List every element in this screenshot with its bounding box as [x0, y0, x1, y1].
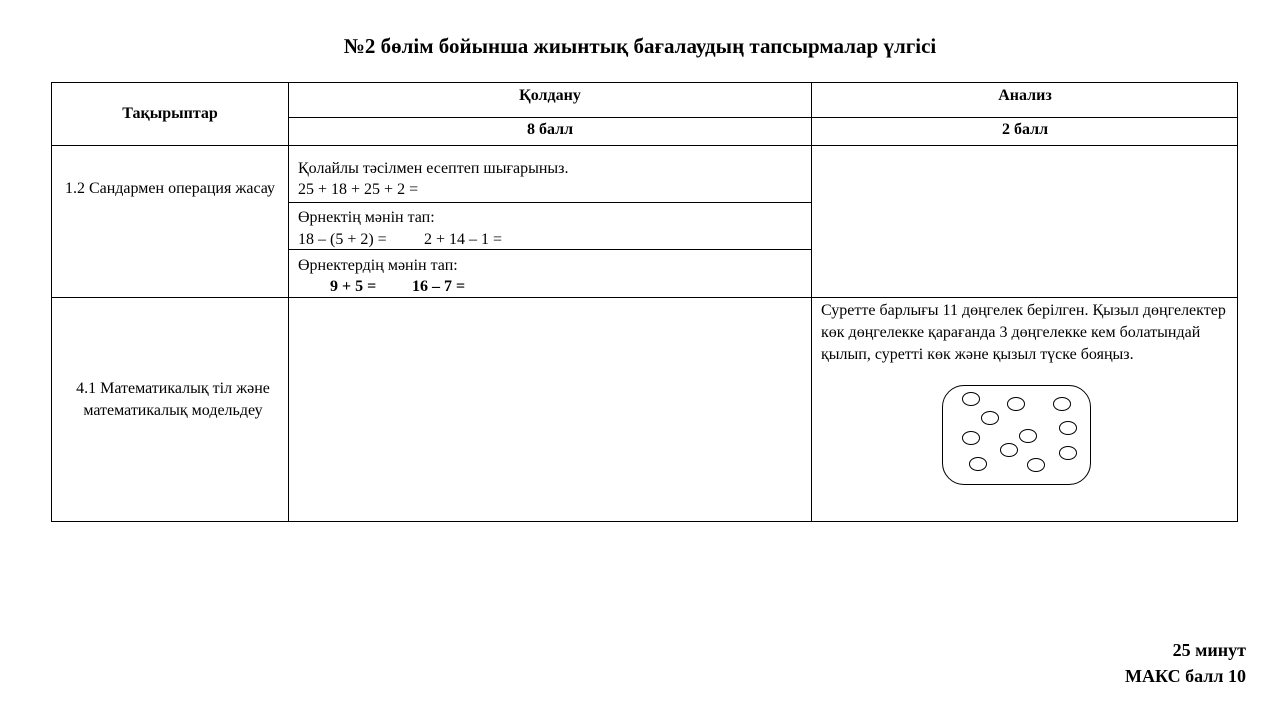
- task3-expression-b: 16 – 7 =: [412, 278, 466, 295]
- circle: [1053, 397, 1071, 411]
- task2-expression-b: 2 + 14 – 1 =: [424, 231, 503, 248]
- task2-expression-a: 18 – (5 + 2) =: [298, 231, 387, 248]
- task1-text: Қолайлы тәсілмен есептеп шығарыныз.: [298, 160, 569, 177]
- header-analysis: Анализ: [998, 87, 1052, 104]
- header-apply: Қолдану: [519, 87, 581, 104]
- row-divider-row1: [52, 297, 1238, 298]
- circle: [981, 411, 999, 425]
- header-apply-points: 8 балл: [526, 121, 574, 138]
- page-title: №2 бөлім бойынша жиынтық бағалаудың тапсырмалар үлгісі: [343, 34, 937, 58]
- col-divider-apply: [811, 83, 812, 521]
- header-topics: Тақырыптар: [122, 105, 218, 122]
- circles-picture: [942, 385, 1091, 485]
- row2-topic: 4.1 Математикалық тіл және математикалық модельдеу: [76, 380, 270, 419]
- circle: [962, 431, 980, 445]
- circle: [969, 457, 987, 471]
- task2-text: Өрнектің мәнін тап:: [298, 209, 435, 226]
- circle: [1000, 443, 1018, 457]
- row-divider-header: [288, 117, 1238, 118]
- time-limit: 25 минут: [1172, 640, 1246, 660]
- task3-expression-a: 9 + 5 =: [330, 278, 377, 295]
- row1-topic: 1.2 Сандармен операция жасау: [64, 180, 276, 197]
- circle: [962, 392, 980, 406]
- circle: [1007, 397, 1025, 411]
- row-divider-header-bottom: [52, 145, 1238, 146]
- row-divider-task1: [288, 202, 811, 203]
- header-analysis-points: 2 балл: [1001, 121, 1049, 138]
- col-divider-topics: [288, 83, 289, 521]
- assessment-table: [51, 82, 1238, 522]
- circle: [1019, 429, 1037, 443]
- analysis-task-text: Суретте барлығы 11 дөңгелек берілген. Қызыл дөңгелектер көк дөңгелекке қарағанда 3 дөңгелекке кем болатындай қылып, суретті көк және қызыл түске бояңыз.: [821, 302, 1226, 363]
- task3-text: Өрнектердің мәнін тап:: [298, 257, 458, 274]
- circle: [1027, 458, 1045, 472]
- task1-expression: 25 + 18 + 25 + 2 =: [298, 181, 419, 198]
- circle: [1059, 446, 1077, 460]
- circle: [1059, 421, 1077, 435]
- max-score: МАКС балл 10: [1125, 666, 1246, 686]
